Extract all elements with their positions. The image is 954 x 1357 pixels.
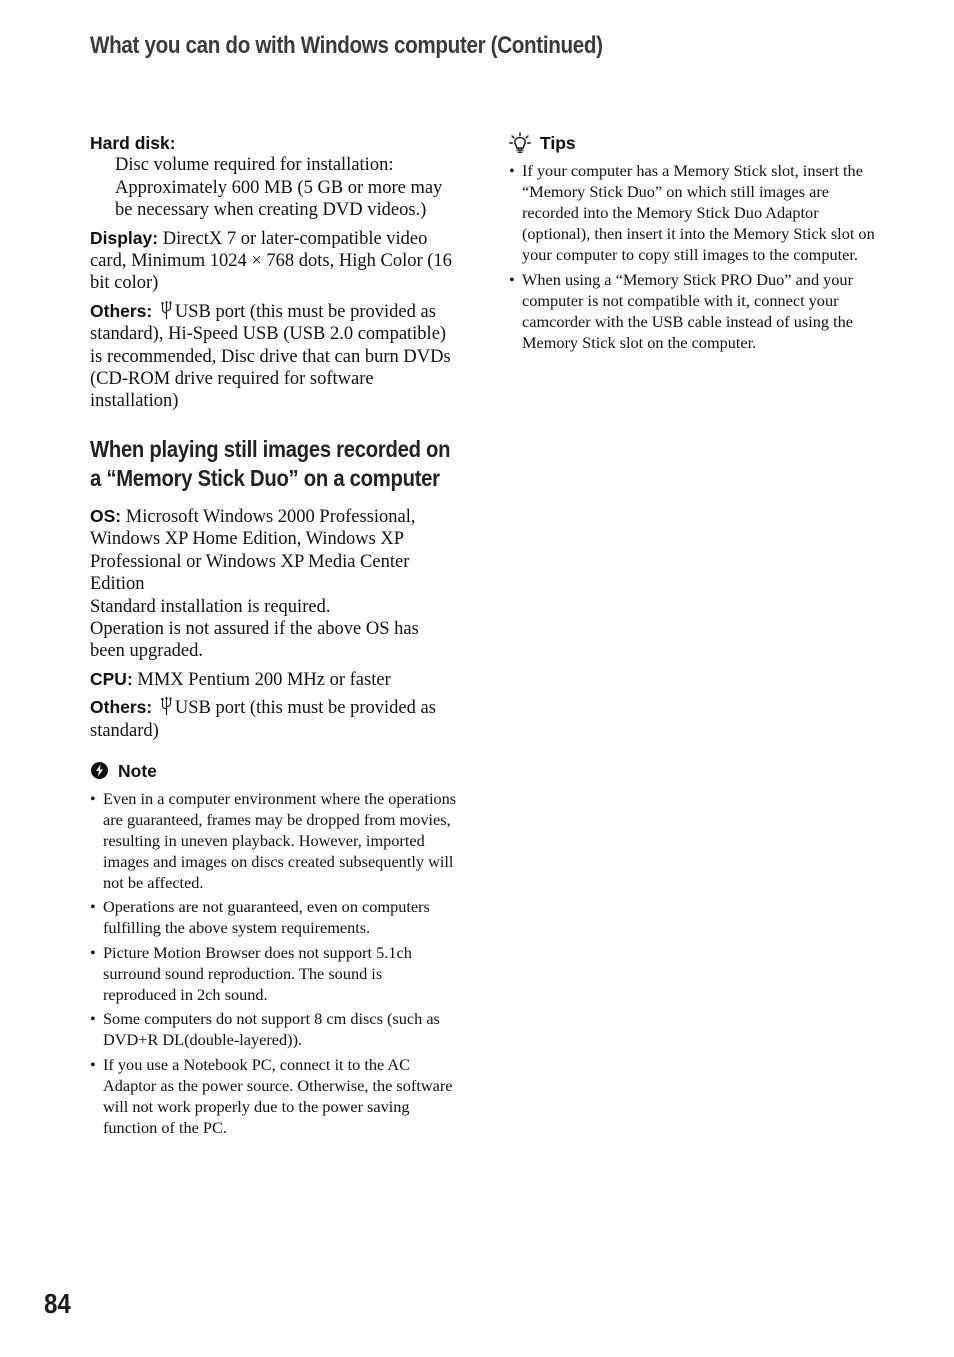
spec-label: Hard disk:	[90, 133, 176, 153]
list-item: • If you use a Notebook PC, connect it to the AC Adaptor as the power source. Otherwise, the software will not work properly due to the power saving function of the PC.	[90, 1054, 458, 1138]
note-title: Note	[118, 760, 157, 781]
spec-display	[90, 227, 458, 295]
spec-label: Others:	[90, 697, 153, 718]
right-column	[509, 132, 881, 356]
page-header-title: What you can do with Windows computer (Continued)	[90, 32, 603, 59]
spec-text: USB port (this must be provided as standard), Hi-Speed USB (USB 2.0 compatible) is recommended, Disc drive that can burn DVDs (CD-ROM drive required for software installation)	[90, 301, 451, 412]
list-item: • Picture Motion Browser does not support 5.1ch surround sound reproduction. The sound is reproduced in 2ch sound.	[90, 942, 458, 1005]
note-list	[90, 788, 458, 1138]
tips-list	[509, 160, 881, 353]
list-item: • Operations are not guaranteed, even on computers fulfilling the above system requirements.	[90, 896, 458, 938]
spec-label: Display:	[90, 227, 159, 248]
tips-title: Tips	[540, 133, 576, 153]
usb-icon	[161, 300, 172, 320]
list-item: • If your computer has a Memory Stick slot, insert the “Memory Stick Duo” on which still images are recorded into the Memory Stick Duo Adaptor (optional), then insert it into the Memory Stick slot on your computer to copy still images to the computer.	[509, 160, 881, 265]
spec-cpu	[90, 668, 458, 691]
spec-hard-disk	[90, 132, 458, 222]
spec-text: Disc volume required for installation: Approximately 600 MB (5 GB or more may be necessary when creating DVD videos.)	[115, 155, 443, 221]
spec-extra: Standard installation is required.	[90, 596, 331, 617]
spec-text: DirectX 7 or later-compatible video card, Minimum 1024 × 768 dots, High Color (16 bit color)	[90, 228, 452, 294]
lightbulb-icon	[509, 132, 531, 154]
page-number: 84	[44, 1288, 71, 1319]
tips-heading	[509, 132, 881, 154]
note-heading	[90, 760, 458, 782]
spec-os	[90, 505, 458, 663]
list-item: • Some computers do not support 8 cm discs (such as DVD+R DL(double-layered)).	[90, 1008, 458, 1050]
spec-others	[90, 696, 458, 742]
left-column	[90, 132, 458, 1141]
list-item: • Even in a computer environment where the operations are guaranteed, frames may be dropped from movies, resulting in uneven playback. However, imported images and images on discs created subsequently will not be affected.	[90, 788, 458, 893]
spec-text: Microsoft Windows 2000 Professional, Windows XP Home Edition, Windows XP Professional or Windows XP Media Center Edition	[90, 506, 416, 595]
spec-label: Others:	[90, 300, 153, 321]
list-item: • When using a “Memory Stick PRO Duo” and your computer is not compatible with it, connect your camcorder with the USB cable instead of using the Memory Stick slot on the computer.	[509, 269, 881, 353]
spec-label: CPU:	[90, 668, 133, 689]
spec-extra: Operation is not assured if the above OS has been upgraded.	[90, 618, 419, 662]
section-title: When playing still images recorded on a “Memory Stick Duo” on a computer	[90, 435, 451, 491]
spec-label: OS:	[90, 505, 122, 526]
spec-others	[90, 300, 458, 413]
spec-text: MMX Pentium 200 MHz or faster	[137, 669, 391, 690]
usb-icon	[161, 696, 172, 716]
spec-text: USB port (this must be provided as standard)	[90, 698, 436, 741]
note-icon	[90, 761, 109, 780]
